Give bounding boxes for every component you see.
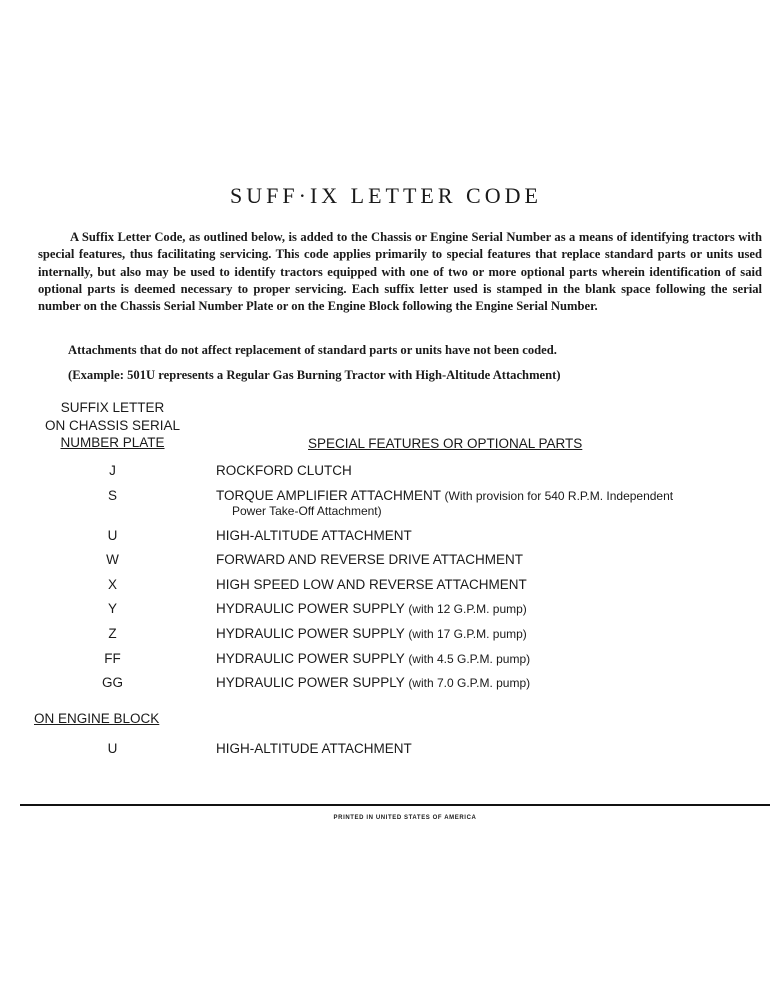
feature-description: ROCKFORD CLUTCH: [216, 463, 352, 478]
table-row: [0, 599, 772, 624]
table-row: [0, 739, 772, 761]
feature-aside: (with 17 G.P.M. pump): [408, 626, 527, 641]
suffix-header-line-3: NUMBER PLATE: [60, 435, 165, 450]
table-row: [0, 575, 772, 600]
table-row: [0, 649, 772, 674]
example-note: (Example: 501U represents a Regular Gas Burning Tractor with High-Altitude Attachment): [68, 368, 561, 382]
table-row: [0, 624, 772, 649]
engine-feature-description: HIGH-ALTITUDE ATTACHMENT: [216, 741, 412, 756]
suffix-code: Z: [108, 625, 117, 641]
chassis-code-list: [0, 461, 772, 698]
printed-in-usa-footer: PRINTED IN UNITED STATES OF AMERICA: [333, 815, 477, 821]
feature-aside: (with 12 G.P.M. pump): [408, 602, 527, 617]
suffix-letter-column-header: [30, 399, 195, 452]
suffix-header-line-2: ON CHASSIS SERIAL: [44, 417, 181, 433]
suffix-header-line-1: SUFFIX LETTER: [60, 400, 165, 415]
suffix-code: FF: [104, 650, 121, 666]
table-row: [0, 550, 772, 575]
footer-divider: [20, 804, 770, 806]
suffix-code: S: [107, 487, 117, 503]
feature-description: HYDRAULIC POWER SUPPLY (with 4.5 G.P.M. pump): [216, 650, 531, 666]
intro-paragraph: A Suffix Letter Code, as outlined below, is added to the Chassis or Engine Serial Number as a means of identifying tractors with special features, thus facilitating servicing. This code applies primarily to special features that replace standard parts or units used internally, but also may be used to identify tractors equipped with one of two or more optional parts wherein identification of said optional parts is deemed necessary to proper servicing. Each suffix letter used is stamped in the blank space following the serial number on the Chassis Serial Number Plate or on the Engine Block following the Engine Serial Number.: [38, 230, 762, 314]
attachments-note: Attachments that do not affect replacement of standard parts or units have not been coded.: [68, 343, 557, 357]
feature-description: FORWARD AND REVERSE DRIVE ATTACHMENT: [216, 552, 524, 568]
feature-aside: (with 4.5 G.P.M. pump): [408, 651, 531, 666]
engine-block-section-header: ON ENGINE BLOCK: [34, 711, 160, 726]
special-features-column-header: SPECIAL FEATURES OR OPTIONAL PARTS: [308, 436, 583, 451]
feature-description: HYDRAULIC POWER SUPPLY (with 7.0 G.P.M. pump): [216, 675, 531, 691]
feature-description: HYDRAULIC POWER SUPPLY (with 12 G.P.M. pump): [216, 601, 527, 617]
suffix-code: U: [107, 527, 118, 543]
suffix-code: GG: [101, 675, 123, 691]
feature-description: HIGH-ALTITUDE ATTACHMENT: [216, 527, 412, 543]
page-title: SUFF·IX LETTER CODE: [230, 183, 542, 208]
feature-description: HYDRAULIC POWER SUPPLY (with 17 G.P.M. pump): [216, 625, 527, 641]
suffix-code: W: [106, 552, 119, 568]
table-row: [0, 486, 772, 526]
engine-suffix-code: U: [107, 741, 118, 756]
feature-aside: (With provision for 540 R.P.M. Independent: [444, 488, 674, 503]
suffix-code: Y: [107, 601, 117, 617]
table-row: [0, 461, 772, 486]
feature-sub-line: Power Take-Off Attachment): [232, 503, 382, 518]
table-row: [0, 526, 772, 551]
table-row: [0, 673, 772, 698]
feature-description: TORQUE AMPLIFIER ATTACHMENT (With provision for 540 R.P.M. Independent Power Take-Off Attachment): [216, 488, 764, 519]
feature-aside: (with 7.0 G.P.M. pump): [408, 676, 531, 691]
suffix-code: X: [107, 576, 117, 592]
feature-description: HIGH SPEED LOW AND REVERSE ATTACHMENT: [216, 576, 527, 592]
suffix-code: J: [109, 463, 116, 478]
